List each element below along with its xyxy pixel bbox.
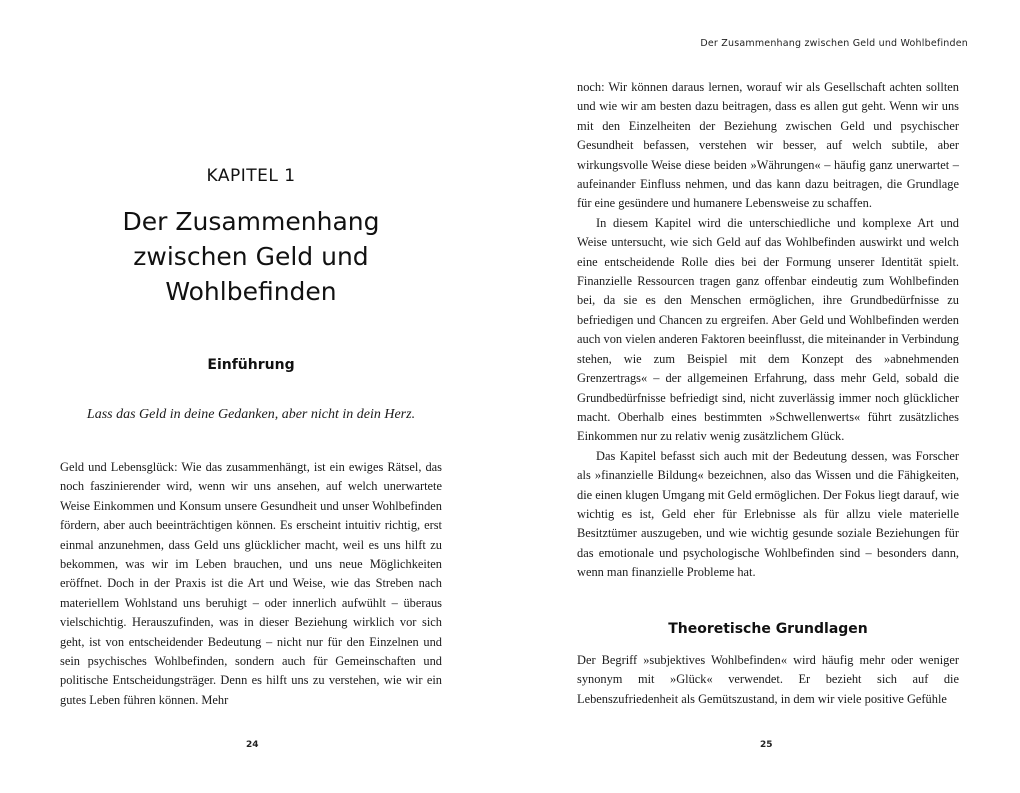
paragraph: Das Kapitel befasst sich auch mit der Bedeutung dessen, was Forscher als »finanzielle Bildung« bezeichnen, also das Wissen und die Fähigkeiten, die einen klugen Umgang mit Geld ermöglichen. Der Fokus liegt darauf, wie wichtig es ist, Geld eher für Erlebnisse als für allzu viele materielle Besitztümer auszugeben, und wie wichtig gesunde soziale Beziehungen für das emotionale und psychologische Wohlbefinden sind – besonders dann, wenn man finanzielle Probleme hat. [577,448,959,580]
page-number-left: 24 [246,740,259,750]
body-text-right [577,78,959,583]
chapter-title-line: Wohlbefinden [165,277,337,306]
chapter-title [60,204,442,309]
right-page [510,0,1020,793]
paragraph: Der Begriff »subjektives Wohlbefinden« wird häufig mehr oder weniger synonym mit »Glück« verwendet. Er bezieht sich auf die Lebenszufriedenheit als Gemütszustand, in dem wir viele positive Gefühle [577,653,959,706]
paragraph: In diesem Kapitel wird die unterschiedliche und komplexe Art und Weise untersucht, wie sich Geld auf das Wohlbefinden auswirkt und welch eine entscheidende Rolle dies bei der Formung unserer Identität spielt. Finanzielle Ressourcen tragen ganz offenbar eindeutig zum Wohlbefinden bei, da sie es den Menschen ermöglichen, ihre Grundbedürfnisse zu befriedigen und Chancen zu ergreifen. Aber Geld und Wohlbefinden werden auch von vielen anderen Faktoren beeinflusst, die miteinander in Verbindung stehen, wie zum Beispiel mit dem Konzept des »abnehmenden Grenzertrags« – der allgemeinen Erfahrung, dass mehr Geld, sobald die Grundbedürfnisse befriedigt sind, nicht zuverlässig immer noch glücklicher macht. Oberhalb eines bestimmten »Schwellenwerts« führt zusätzliches Einkommen nur zu relativ wenig zusätzlichem Glück. [577,215,959,444]
body-text-left [60,458,442,710]
section-heading-introduction: Einführung [207,357,295,373]
paragraph: Geld und Lebensglück: Wie das zusammenhängt, ist ein ewiges Rätsel, das noch faszinierender wird, wenn wir uns ansehen, auf welch unerwartete Weise Einkommen und Konsum unsere Gesundheit und unser Wohlbefinden fördern, aber auch beeinträchtigen können. Es erscheint intuitiv richtig, erst einmal anzunehmen, dass Geld uns glücklicher macht, weil es uns hilft zu bekommen, was wir im Leben brauchen, und uns neue Möglichkeiten eröffnet. Doch in der Praxis ist die Art und Weise, wie das Streben nach materiellem Wohlstand uns beruhigt – oder innerlich aufwühlt – überaus vielschichtig. Herauszufinden, was in dieser Beziehung wirklich vor sich geht, ist von entscheidender Bedeutung – nicht nur für den Einzelnen und sein psychisches Wohlbefinden, sondern auch für Gemeinschaften und politische Entscheidungsträger. Denn es hilft uns zu verstehen, wie wir ein gutes Leben führen können. Mehr [60,460,442,707]
chapter-title-line: Der Zusammenhang [122,207,380,236]
running-head: Der Zusammenhang zwischen Geld und Wohlbefinden [700,38,968,49]
chapter-label: KAPITEL 1 [206,166,296,186]
section-heading-theory: Theoretische Grundlagen [668,621,868,637]
epigraph: Lass das Geld in deine Gedanken, aber nicht in dein Herz. [86,407,416,422]
body-text-right-continued [577,651,959,709]
chapter-title-line: zwischen Geld und [133,242,369,271]
paragraph: noch: Wir können daraus lernen, worauf wir als Gesellschaft achten sollten und wie wir am besten dazu beitragen, dass es allen gut geht. Wenn wir uns mit den Einzelheiten der Beziehung zwischen Geld und psychischer Gesundheit befassen, verstehen wir besser, auf welch subtile, aber wirkungsvolle Weise diese beiden »Währungen« – häufig ganz unerwartet – aufeinander Einfluss nehmen, und das kann dazu beitragen, die Grundlage für eine gesündere und humanere Lebensweise zu schaffen. [577,80,959,211]
page-number-right: 25 [760,740,773,750]
